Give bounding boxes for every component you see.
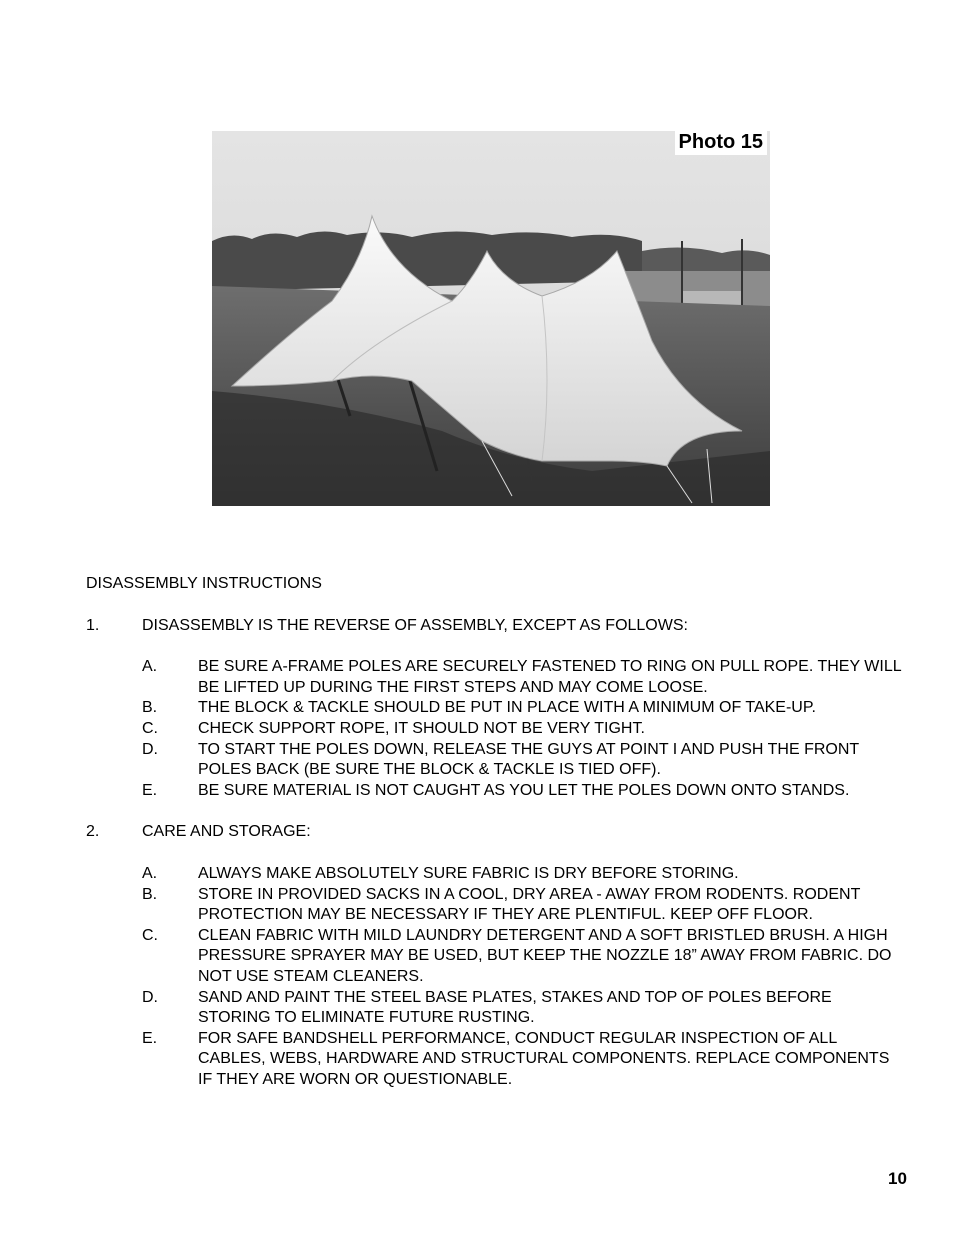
item-text: CLEAN FABRIC WITH MILD LAUNDRY DETERGENT AND A SOFT BRISTLED BRUSH. A HIGH PRESSURE SPRAYER MAY BE USED, BUT KEEP THE NOZZLE 18” AWAY FROM FABRIC. DO NOT USE STEAM CLEANERS. bbox=[198, 926, 892, 985]
section-2-title bbox=[86, 822, 906, 843]
list-item bbox=[142, 988, 906, 1029]
item-label: D. bbox=[142, 740, 158, 758]
item-label: D. bbox=[142, 988, 158, 1006]
list-item bbox=[142, 698, 906, 719]
item-label: C. bbox=[142, 719, 158, 737]
list-item bbox=[142, 719, 906, 740]
item-label: C. bbox=[142, 926, 158, 944]
list-item bbox=[142, 657, 906, 698]
list-item bbox=[142, 740, 906, 781]
item-text: BE SURE A-FRAME POLES ARE SECURELY FASTENED TO RING ON PULL ROPE. THEY WILL BE LIFTED UP DURING THE FIRST STEPS AND MAY COME LOOSE. bbox=[198, 658, 902, 696]
item-label: A. bbox=[142, 864, 158, 882]
section-title: DISASSEMBLY IS THE REVERSE OF ASSEMBLY, EXCEPT AS FOLLOWS: bbox=[142, 616, 688, 634]
item-label: E. bbox=[142, 781, 158, 799]
item-text: FOR SAFE BANDSHELL PERFORMANCE, CONDUCT REGULAR INSPECTION OF ALL CABLES, WEBS, HARDWARE AND STRUCTURAL COMPONENTS. REPLACE COMPONENTS IF THEY ARE WORN OR QUESTIONABLE. bbox=[198, 1029, 890, 1088]
item-text: TO START THE POLES DOWN, RELEASE THE GUYS AT POINT I AND PUSH THE FRONT POLES BACK (BE SURE THE BLOCK & TACKLE IS TIED OFF). bbox=[198, 740, 859, 779]
item-label: A. bbox=[142, 658, 158, 676]
list-item bbox=[142, 864, 906, 885]
tent-photo bbox=[212, 131, 770, 506]
section-number: 2. bbox=[86, 823, 100, 841]
photo-label: Photo 15 bbox=[675, 131, 767, 155]
page-number: 10 bbox=[888, 1169, 907, 1188]
item-text: SAND AND PAINT THE STEEL BASE PLATES, STAKES AND TOP OF POLES BEFORE STORING TO ELIMINATE FUTURE RUSTING. bbox=[198, 988, 832, 1027]
tent-photo-image bbox=[212, 131, 770, 506]
section-1-items bbox=[142, 657, 906, 801]
list-item bbox=[142, 781, 906, 802]
section-title: CARE AND STORAGE: bbox=[142, 823, 311, 841]
item-text: BE SURE MATERIAL IS NOT CAUGHT AS YOU LET THE POLES DOWN ONTO STANDS. bbox=[198, 781, 850, 799]
list-item bbox=[142, 1029, 906, 1091]
list-item bbox=[142, 885, 906, 926]
item-label: B. bbox=[142, 699, 158, 717]
item-text: CHECK SUPPORT ROPE, IT SHOULD NOT BE VERY TIGHT. bbox=[198, 719, 645, 737]
instructions-body bbox=[86, 574, 906, 1090]
section-heading: DISASSEMBLY INSTRUCTIONS bbox=[86, 575, 322, 592]
section-2-items bbox=[142, 864, 906, 1091]
item-text: ALWAYS MAKE ABSOLUTELY SURE FABRIC IS DRY BEFORE STORING. bbox=[198, 864, 739, 882]
item-label: B. bbox=[142, 885, 158, 903]
list-item bbox=[142, 926, 906, 988]
item-text: STORE IN PROVIDED SACKS IN A COOL, DRY AREA - AWAY FROM RODENTS. RODENT PROTECTION MAY BE NECESSARY IF THEY ARE PLENTIFUL. KEEP OFF FLOOR. bbox=[198, 885, 861, 924]
item-text: THE BLOCK & TACKLE SHOULD BE PUT IN PLACE WITH A MINIMUM OF TAKE-UP. bbox=[198, 699, 816, 717]
section-1-title bbox=[86, 616, 906, 637]
section-number: 1. bbox=[86, 616, 100, 634]
item-label: E. bbox=[142, 1029, 158, 1047]
